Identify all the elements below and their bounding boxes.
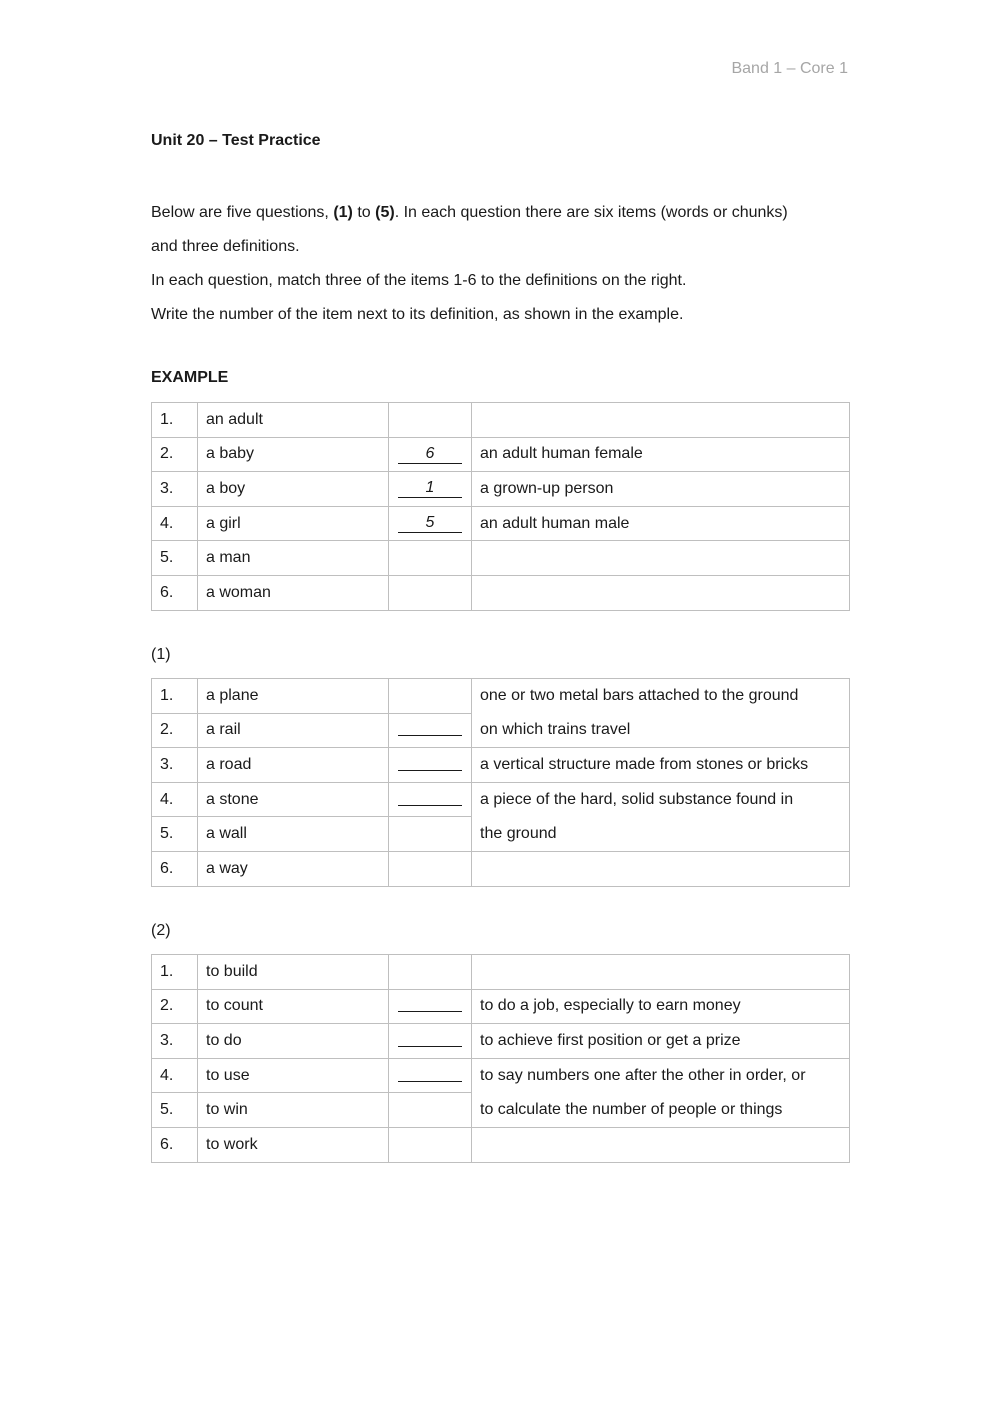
instruction-line-3: In each question, match three of the items 1-6 to the definitions on the right. [151,272,687,289]
item-word: a girl [198,506,389,541]
definition-line: to calculate the number of people or things [480,1100,783,1118]
answer-cell[interactable] [389,748,472,783]
header-band-label: Band 1 – Core 1 [731,60,848,77]
answer-blank[interactable] [398,719,462,736]
definition-cell [472,1127,850,1162]
answer-blank[interactable] [398,789,462,806]
answer-blank[interactable] [398,1030,462,1047]
answer-cell[interactable] [389,1024,472,1059]
answer-cell[interactable] [389,989,472,1024]
table-row [152,1024,850,1059]
table-row [152,989,850,1024]
instruction-text: Below are five questions, [151,204,334,221]
item-number: 6. [152,575,198,610]
instruction-line-2: and three definitions. [151,238,300,255]
definition-cell: a vertical structure made from stones or bricks [472,748,850,783]
item-number: 1. [152,679,198,714]
answer-cell [389,472,472,507]
answer-cell [389,817,472,852]
answer-cell [389,437,472,472]
item-number: 2. [152,713,198,748]
answer-blank[interactable] [398,754,462,771]
item-word: a rail [198,713,389,748]
question-2-table [151,954,850,1163]
definition-cell [472,782,850,851]
instruction-text: to [352,204,376,221]
instruction-line-1 [151,196,851,230]
answer-cell[interactable] [389,713,472,748]
answer-blank[interactable] [398,1065,462,1082]
definition-line: to say numbers one after the other in order, or [480,1066,806,1084]
item-word: to use [198,1058,389,1093]
definition-cell [472,955,850,990]
answer-cell [389,851,472,886]
definition-cell [472,575,850,610]
table-row [152,575,850,610]
item-number: 3. [152,1024,198,1059]
question-1-label: (1) [151,646,171,663]
definition-line: a piece of the hard, solid substance found in [480,790,794,808]
question-1-table [151,678,850,887]
example-answer: 1 [398,479,462,498]
instruction-bold-1: (1) [333,204,353,221]
answer-cell [389,1127,472,1162]
item-word: a man [198,541,389,576]
example-answer: 6 [398,445,462,464]
item-number: 4. [152,782,198,817]
definition-cell [472,403,850,438]
item-number: 6. [152,851,198,886]
question-2-label: (2) [151,922,171,939]
table-row [152,437,850,472]
answer-cell[interactable] [389,782,472,817]
page-title: Unit 20 – Test Practice [151,132,321,149]
definition-line: one or two metal bars attached to the ground [480,687,799,705]
item-word: to do [198,1024,389,1059]
answer-cell [389,506,472,541]
definition-cell [472,541,850,576]
item-word: a wall [198,817,389,852]
table-row [152,955,850,990]
table-row [152,472,850,507]
item-word: a woman [198,575,389,610]
table-row [152,506,850,541]
item-number: 5. [152,817,198,852]
item-number: 4. [152,1058,198,1093]
instruction-text: . In each question there are six items (words or chunks) [394,204,788,221]
item-number: 3. [152,748,198,783]
answer-cell [389,955,472,990]
definition-cell: to achieve first position or get a prize [472,1024,850,1059]
answer-cell [389,575,472,610]
table-row [152,679,850,714]
definition-cell: a grown-up person [472,472,850,507]
definition-cell [472,679,850,748]
item-number: 2. [152,989,198,1024]
definition-cell: an adult human female [472,437,850,472]
answer-cell [389,1093,472,1128]
definition-cell: an adult human male [472,506,850,541]
instruction-line-4: Write the number of the item next to its definition, as shown in the example. [151,306,684,323]
table-row [152,782,850,817]
answer-blank[interactable] [398,995,462,1012]
instructions [151,196,851,332]
item-number: 1. [152,955,198,990]
item-word: to work [198,1127,389,1162]
item-number: 4. [152,506,198,541]
item-number: 1. [152,403,198,438]
item-word: to win [198,1093,389,1128]
item-word: a plane [198,679,389,714]
table-row [152,748,850,783]
definition-cell: to do a job, especially to earn money [472,989,850,1024]
table-row [152,1058,850,1093]
definition-line: on which trains travel [480,721,631,739]
item-number: 2. [152,437,198,472]
definition-cell [472,851,850,886]
table-row [152,541,850,576]
table-row [152,851,850,886]
table-row [152,403,850,438]
instruction-bold-5: (5) [375,204,395,221]
item-word: to count [198,989,389,1024]
answer-cell[interactable] [389,1058,472,1093]
table-row [152,1127,850,1162]
item-number: 6. [152,1127,198,1162]
item-word: an adult [198,403,389,438]
answer-cell [389,403,472,438]
answer-cell [389,541,472,576]
item-word: a road [198,748,389,783]
item-number: 5. [152,1093,198,1128]
item-number: 3. [152,472,198,507]
item-word: a stone [198,782,389,817]
item-number: 5. [152,541,198,576]
definition-line: the ground [480,824,557,842]
item-word: a baby [198,437,389,472]
answer-cell [389,679,472,714]
item-word: to build [198,955,389,990]
example-table [151,402,850,611]
example-answer: 5 [398,514,462,533]
item-word: a way [198,851,389,886]
item-word: a boy [198,472,389,507]
definition-cell [472,1058,850,1127]
example-label: EXAMPLE [151,369,229,386]
